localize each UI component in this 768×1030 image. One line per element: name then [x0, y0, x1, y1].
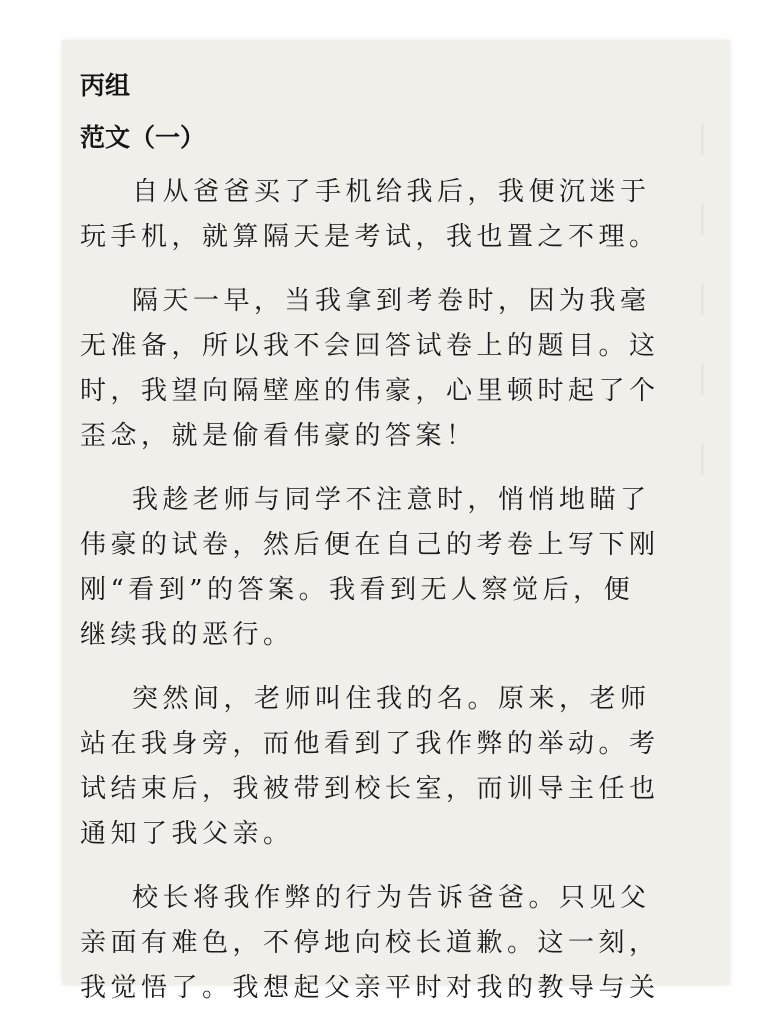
paragraph-5	[80, 876, 680, 1011]
paragraph-line: 校长将我作弊的行为告诉爸爸。只见父	[132, 883, 651, 913]
paragraph-line: 突然间，老师叫住我的名。原来，老师	[132, 684, 651, 714]
paragraph-line: 我趁老师与同学不注意时，悄悄地瞄了	[132, 485, 651, 515]
paragraph-1	[80, 170, 680, 260]
essay-body	[80, 170, 680, 1030]
paragraph-line: 站在我身旁，而他看到了我作弊的举动。考	[80, 729, 660, 759]
paragraph-line: 伟豪的试卷，然后便在自己的考卷上写下刚	[80, 530, 660, 560]
paragraph-line: 无准备，所以我不会回答试卷上的题目。这	[80, 331, 660, 361]
paragraph-line: 我觉悟了。我想起父亲平时对我的教导与关	[80, 973, 660, 1003]
bleed-through-texture: │ │ │ │ │	[694, 125, 710, 475]
paragraph-4	[80, 677, 680, 857]
group-title: 丙组	[80, 71, 131, 100]
paragraph-line: 玩手机，就算隔天是考试，我也置之不理。	[80, 222, 660, 252]
document-page	[62, 40, 730, 1003]
paragraph-line: 通知了我父亲。	[80, 819, 294, 849]
paragraph-line: 自从爸爸买了手机给我后，我便沉迷于	[132, 177, 651, 207]
paragraph-line: 继续我的恶行。	[80, 620, 294, 650]
paragraph-line: 歪念，就是偷看伟豪的答案！	[80, 421, 477, 451]
essay-title: 范文（一）	[80, 123, 206, 152]
paragraph-line: 亲面有难色，不停地向校长道歉。这一刻，	[80, 928, 660, 958]
paragraph-line: 刚“看到”的答案。我看到无人察觉后，便	[80, 575, 635, 605]
paragraph-line: 试结束后，我被带到校长室，而训导主任也	[80, 774, 660, 804]
paragraph-line: 时，我望向隔壁座的伟豪，心里顿时起了个	[80, 376, 660, 406]
paragraph-line: 隔天一早，当我拿到考卷时，因为我毫	[132, 286, 651, 316]
paragraph-3	[80, 478, 680, 658]
paragraph-2	[80, 279, 680, 459]
